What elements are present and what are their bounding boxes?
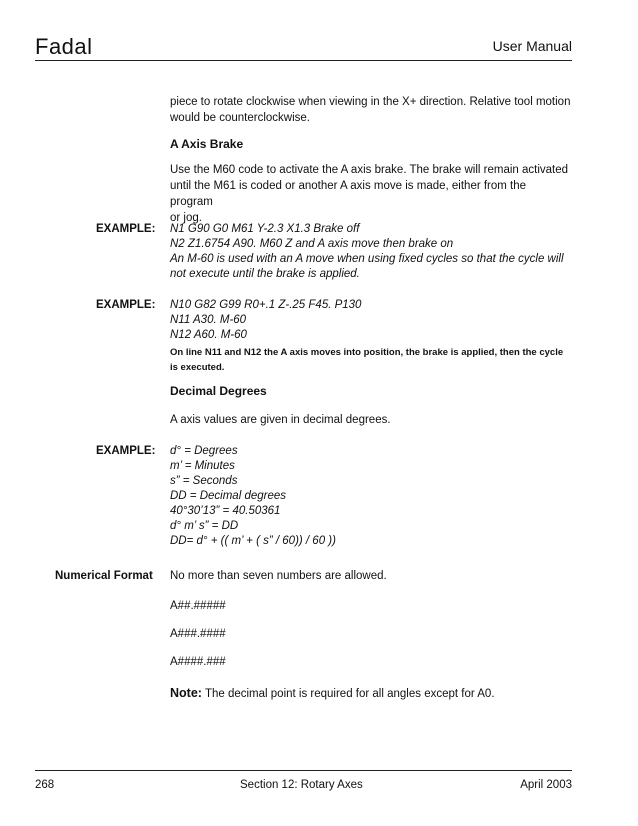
- decimal-heading: Decimal Degrees: [170, 384, 267, 398]
- brake-line-2: until the M61 is coded or another A axis move is made, either from the program: [170, 180, 527, 208]
- intro-line-1: piece to rotate clockwise when viewing in the X+ direction. Relative tool motion: [170, 96, 571, 108]
- example-1-line-1: N1 G90 G0 M61 Y-2.3 X1.3 Brake off: [170, 223, 360, 235]
- example-2-note: [170, 345, 572, 375]
- brake-line-3: or jog.: [170, 212, 202, 224]
- intro-paragraph: [170, 94, 572, 126]
- example-2-note-line-2: is executed.: [170, 362, 225, 373]
- example-3-line-4: DD = Decimal degrees: [170, 490, 287, 502]
- decimal-text: A axis values are given in decimal degrees.: [170, 414, 391, 426]
- format-example-3: A####.###: [170, 656, 226, 668]
- brake-line-1: Use the M60 code to activate the A axis brake. The brake will remain activated: [170, 164, 569, 176]
- example-2-code: [170, 298, 572, 343]
- example-3-line-2: m’ = Minutes: [170, 460, 235, 472]
- brake-paragraph: [170, 162, 572, 226]
- brake-heading: A Axis Brake: [170, 137, 244, 151]
- page-number: 268: [35, 779, 55, 791]
- note-label: Note:: [170, 686, 202, 700]
- manual-title: User Manual: [492, 38, 572, 54]
- note-text: The decimal point is required for all angles except for A0.: [201, 688, 495, 700]
- example-3-line-7: DD= d° + (( m’ + ( s” / 60)) / 60 )): [170, 535, 336, 547]
- format-example-2: A###.####: [170, 628, 226, 640]
- decimal-point-note: [170, 686, 495, 700]
- example-2-label: EXAMPLE:: [96, 299, 156, 311]
- example-3-line-3: s” = Seconds: [170, 475, 238, 487]
- example-1-label: EXAMPLE:: [96, 223, 156, 235]
- example-1-line-4: not execute until the brake is applied.: [170, 268, 360, 280]
- example-3-code: [170, 444, 572, 549]
- intro-line-2: would be counterclockwise.: [170, 112, 310, 124]
- header-rule: [35, 60, 572, 61]
- example-1-line-3: An M-60 is used with an A move when using fixed cycles so that the cycle will: [170, 253, 564, 265]
- footer-rule: [35, 770, 572, 771]
- example-1-code: [170, 222, 572, 282]
- example-2-line-3: N12 A60. M-60: [170, 329, 247, 341]
- brand-logo: Fadal: [35, 34, 93, 59]
- numerical-format-label: Numerical Format: [55, 570, 153, 582]
- example-3-label: EXAMPLE:: [96, 445, 156, 457]
- example-2-note-line-1: On line N11 and N12 the A axis moves into position, the brake is applied, then the cycle: [170, 347, 564, 358]
- example-3-line-5: 40°30’13” = 40.50361: [170, 505, 281, 517]
- footer-section: Section 12: Rotary Axes: [240, 779, 363, 791]
- example-3-line-6: d° m’ s” = DD: [170, 520, 239, 532]
- numerical-format-text: No more than seven numbers are allowed.: [170, 570, 387, 582]
- example-3-line-1: d° = Degrees: [170, 445, 238, 457]
- footer-date: April 2003: [520, 779, 572, 791]
- format-example-1: A##.#####: [170, 600, 226, 612]
- example-2-line-2: N11 A30. M-60: [170, 314, 247, 326]
- example-1-line-2: N2 Z1.6754 A90. M60 Z and A axis move then brake on: [170, 238, 454, 250]
- example-2-line-1: N10 G82 G99 R0+.1 Z-.25 F45. P130: [170, 299, 362, 311]
